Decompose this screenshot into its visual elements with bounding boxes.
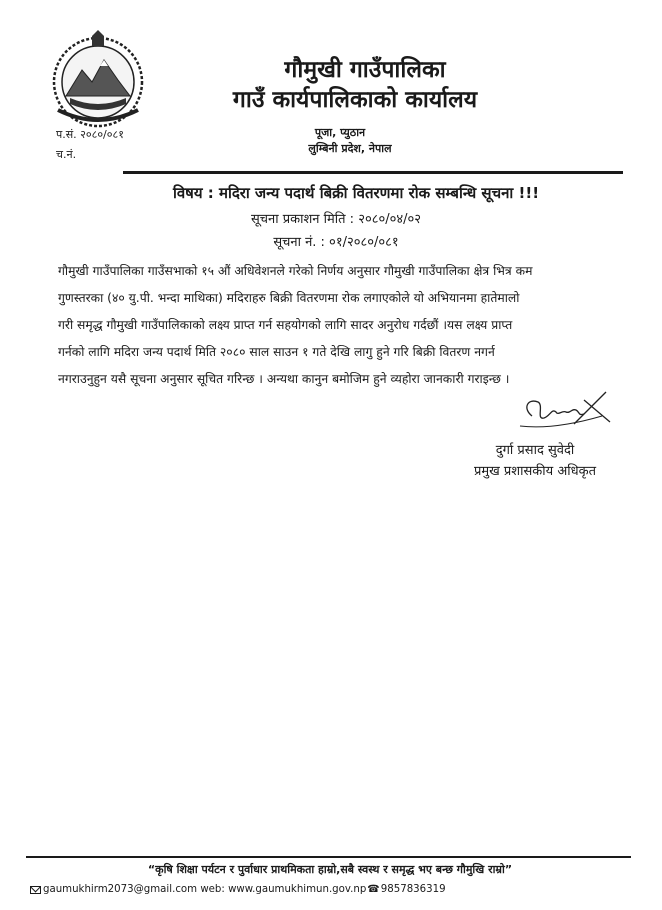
mail-icon — [30, 886, 41, 894]
address-line1: पूजा, प्युठान — [314, 126, 366, 139]
body-line: गरी समृद्ध गौमुखी गाउँपालिकाको लक्ष्य प्राप्त गर्न सहयोगको लागि सादर अनुरोध गर्दछौं ।यस लक्ष्य प्राप्त — [58, 318, 513, 332]
body-line: नगराउनुहुन यसै सूचना अनुसार सूचित गरिन्छ । अन्यथा कानुन बमोजिम हुने व्यहोरा जानकारी गराइन्छ । — [58, 372, 510, 386]
dispatch-number: च.नं. — [56, 148, 77, 161]
office-name: गाउँ कार्यपालिकाको कार्यालय — [232, 86, 478, 113]
publication-date: सूचना प्रकाशन मिति : २०८०/०४/०२ — [250, 212, 422, 227]
phone-icon: ☎ — [367, 884, 380, 895]
footer-divider — [26, 856, 631, 858]
body-line: गुणस्तरका (४० यु.पी. भन्दा माथिका) मदिराहरु बिक्री वितरणमा रोक लगाएकोले यो अभियानमा हातेमालो — [58, 291, 520, 305]
notice-body — [58, 258, 614, 393]
contact-email[interactable]: gaumukhirm2073@gmail.com — [43, 884, 198, 895]
body-line: गर्नको लागि मदिरा जन्य पदार्थ मिति २०८० साल साउन १ गते देखि लागु हुने गरि बिक्री वितरण नगर्न — [58, 345, 495, 359]
reference-number: प.सं. २०८०/०८१ — [56, 128, 124, 141]
signatory-title: प्रमुख प्रशासकीय अधिकृत — [473, 464, 597, 479]
org-name: गौमुखी गाउँपालिका — [284, 56, 446, 83]
footer-slogan: “कृषि शिक्षा पर्यटन र पुर्वाधार प्राथमिकता हाम्रो,सबै स्वस्थ र समृद्ध भए बन्छ गौमुखि राम्रो” — [147, 863, 513, 876]
body-line: गौमुखी गाउँपालिका गाउँसभाको १५ औं अधिवेशनले गरेको निर्णय अनुसार गौमुखी गाउँपालिका क्षेत्र भित्र कम — [58, 264, 533, 278]
header-divider — [123, 171, 623, 174]
contact-phone: 9857836319 — [380, 884, 446, 895]
notice-number: सूचना नं. : ०१/२०८०/०८१ — [273, 235, 399, 250]
nepal-emblem-icon — [48, 30, 148, 130]
address-line2: लुम्बिनी प्रदेश, नेपाल — [308, 142, 392, 155]
notice-subject: विषय : मदिरा जन्य पदार्थ बिक्री वितरणमा रोक सम्बन्धि सूचना !!! — [172, 184, 540, 202]
footer-contact — [30, 884, 530, 896]
web-label: web: — [200, 884, 225, 895]
handwritten-signature — [514, 386, 614, 436]
contact-website[interactable]: www.gaumukhimun.gov.np — [228, 884, 367, 895]
signatory-name: दुर्गा प्रसाद सुवेदी — [495, 443, 575, 458]
